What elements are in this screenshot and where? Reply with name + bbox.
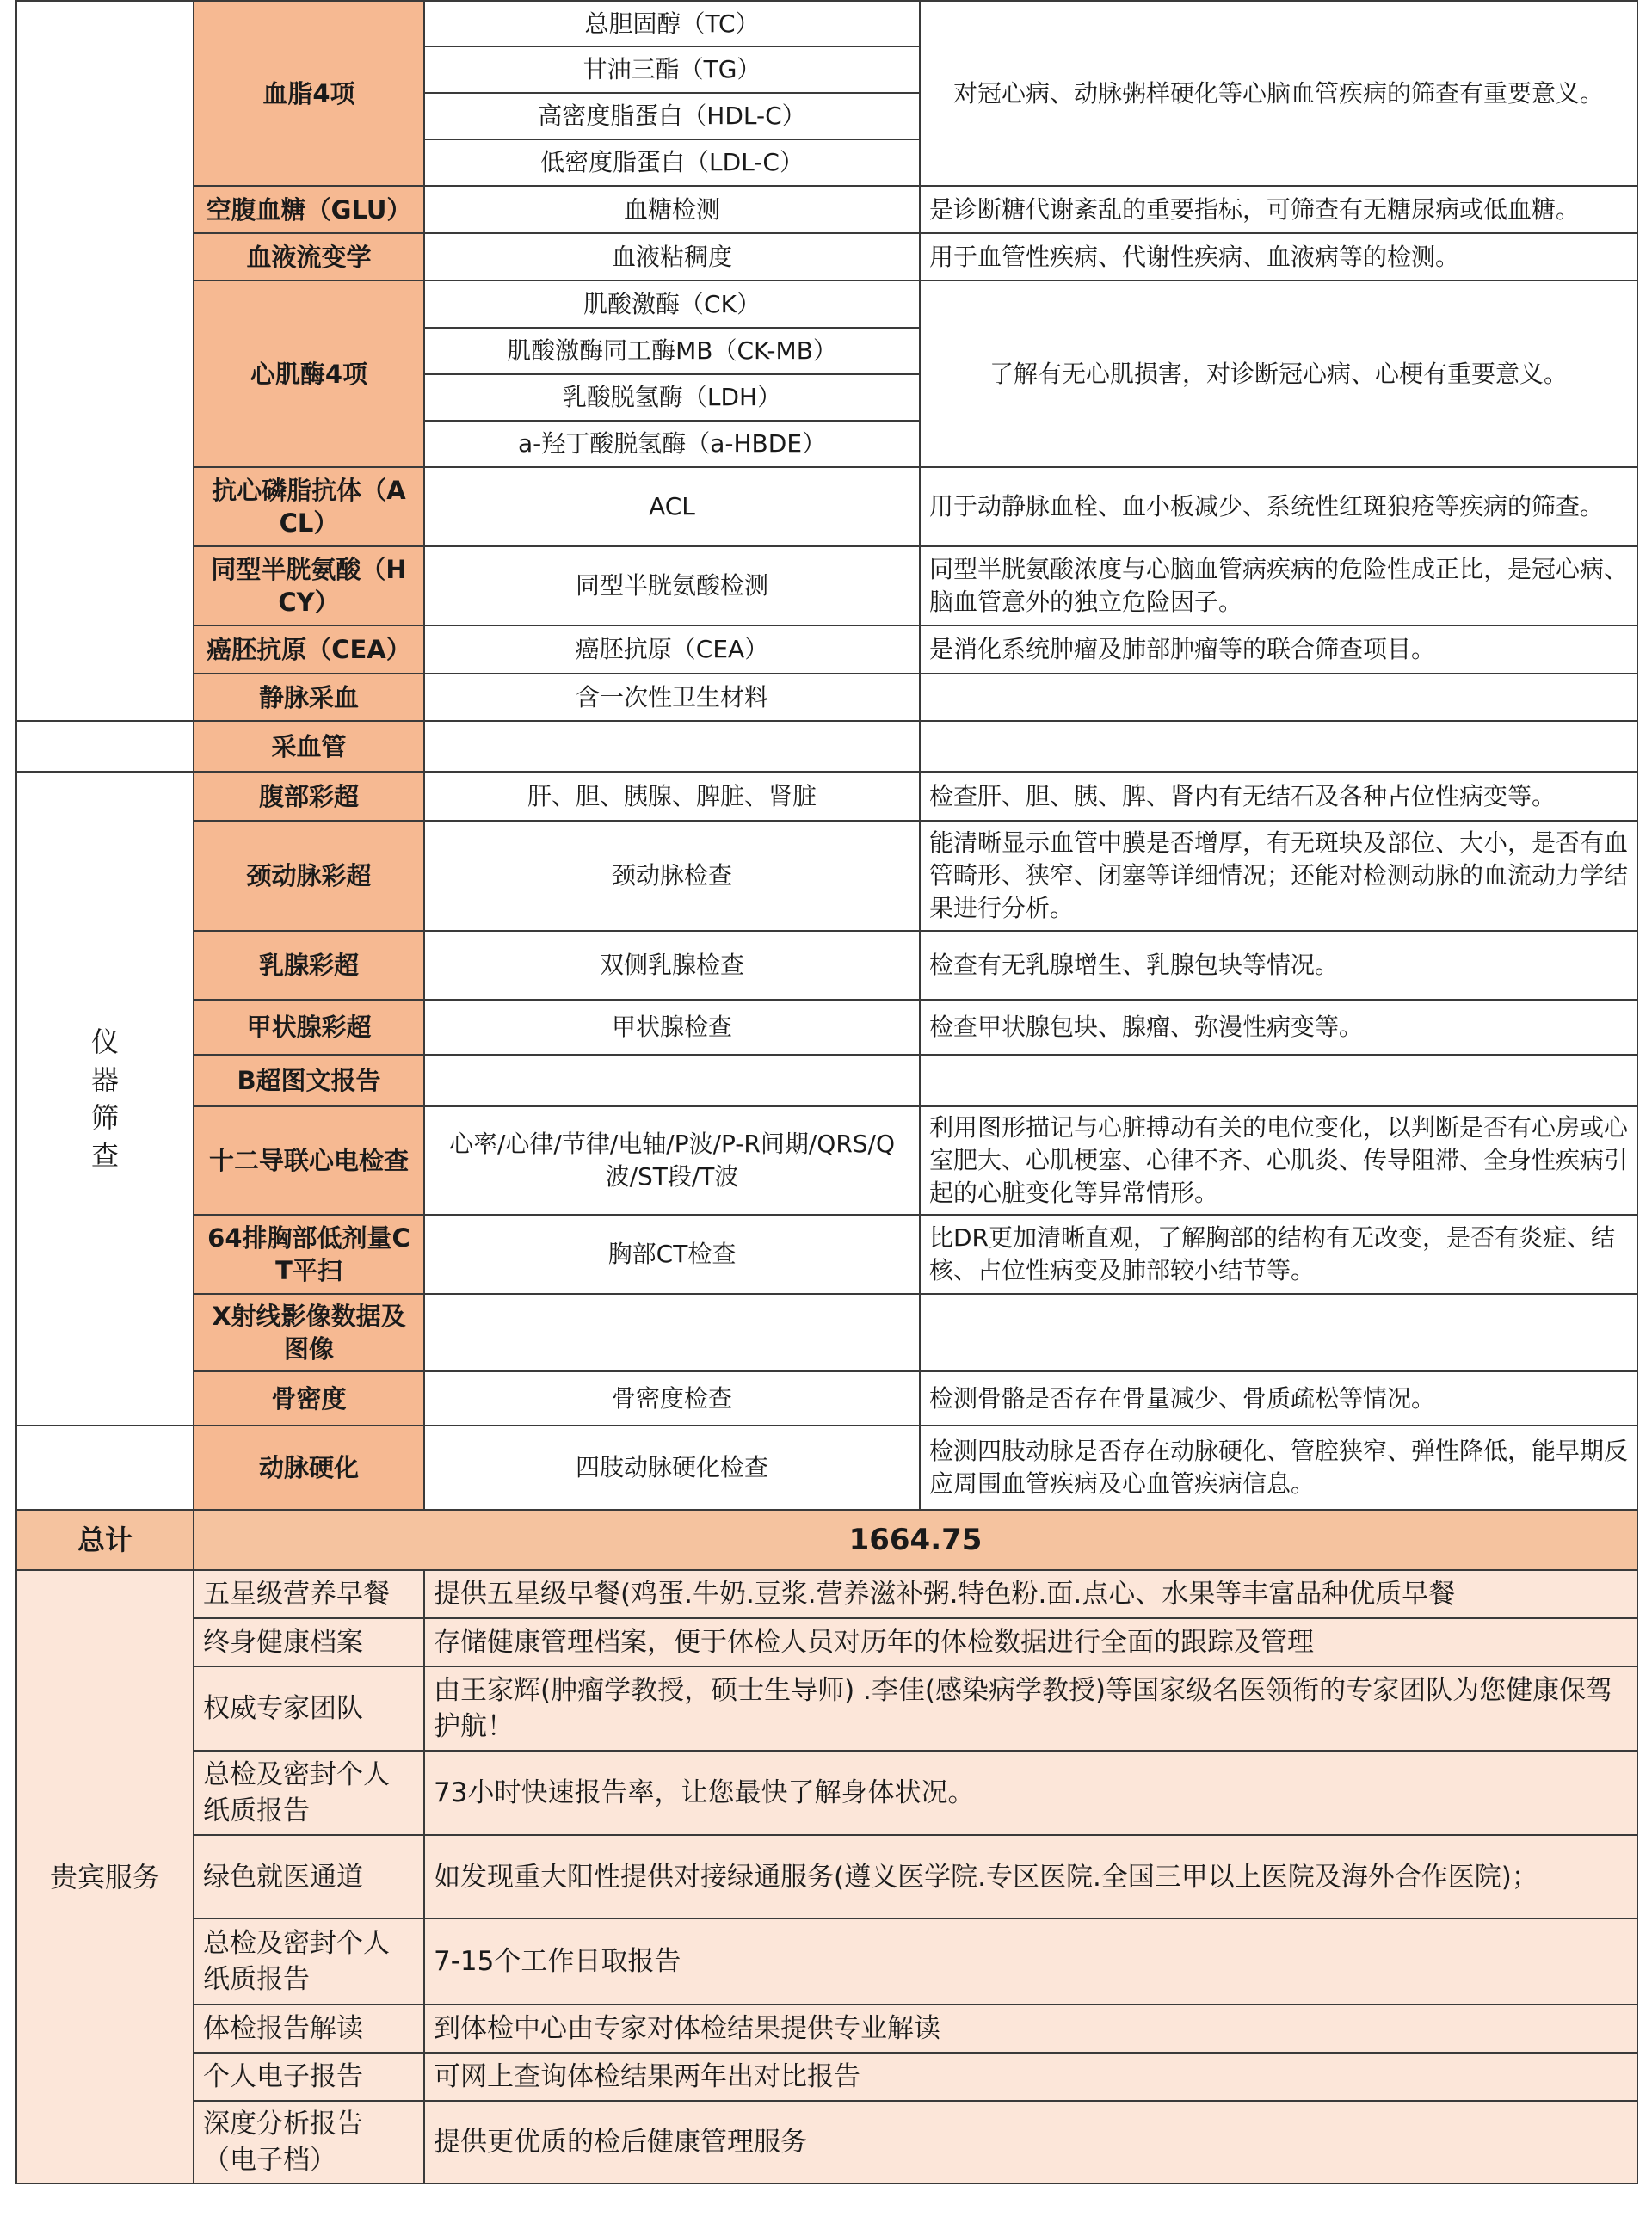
table-row [16,1000,1637,1055]
sub-item: 癌胚抗原（CEA） [424,625,920,674]
sub-item: 双侧乳腺检查 [424,931,920,1000]
item-description: 检查有无乳腺增生、乳腺包块等情况。 [920,931,1637,1000]
service-name: 终身健康档案 [194,1618,424,1666]
table-row [16,1371,1637,1426]
item-description [920,674,1637,721]
item-name: 骨密度 [194,1371,424,1426]
item-cea: 癌胚抗原（CEA） [194,625,424,674]
service-description: 存储健康管理档案，便于体检人员对历年的体检数据进行全面的跟踪及管理 [424,1618,1637,1666]
service-name: 权威专家团队 [194,1666,424,1751]
item-myocardial-enzyme: 心肌酶4项 [194,280,424,467]
item-name: X射线影像数据及图像 [194,1294,424,1371]
sub-item: ACL [424,467,920,546]
table-row [16,2053,1637,2101]
service-name: 总检及密封个人纸质报告 [194,1918,424,2004]
item-acl: 抗心磷脂抗体（ACL） [194,467,424,546]
sub-item: 乳酸脱氢酶（LDH） [424,374,920,421]
table-row [16,772,1637,821]
table-row [16,931,1637,1000]
table-row [16,1294,1637,1371]
sub-item: 颈动脉检查 [424,821,920,931]
item-description: 检查甲状腺包块、腺瘤、弥漫性病变等。 [920,1000,1637,1055]
table-row [16,280,1637,328]
table-row [16,467,1637,546]
sub-item: 甘油三酯（TG） [424,46,920,93]
table-row [16,1835,1637,1918]
service-description: 提供五星级早餐(鸡蛋.牛奶.豆浆.营养滋补粥.特色粉.面.点心、水果等丰富品种优质早餐 [424,1570,1637,1618]
total-value: 1664.75 [194,1510,1637,1570]
table-row [16,821,1637,931]
sub-item [424,1055,920,1106]
table-row [16,721,1637,772]
item-description: 比DR更加清晰直观，了解胸部的结构有无改变，是否有炎症、结核、占位性病变及肺部较小结节等。 [920,1215,1637,1294]
sub-item [424,721,920,772]
item-description [920,721,1637,772]
sub-item: 高密度脂蛋白（HDL-C） [424,93,920,139]
lab-category-cell [16,1,194,721]
table-row [16,233,1637,280]
table-row [16,1918,1637,2004]
item-description: 是消化系统肿瘤及肺部肿瘤等的联合筛查项目。 [920,625,1637,674]
item-description: 能清晰显示血管中膜是否增厚，有无斑块及部位、大小，是否有血管畸形、狭窄、闭塞等详细情况；还能对检测动脉的血流动力学结果进行分析。 [920,821,1637,931]
service-name: 个人电子报告 [194,2053,424,2101]
item-description: 了解有无心肌损害，对诊断冠心病、心梗有重要意义。 [920,280,1637,467]
item-description: 是诊断糖代谢紊乱的重要指标，可筛查有无糖尿病或低血糖。 [920,186,1637,233]
item-description: 同型半胱氨酸浓度与心脑血管病疾病的危险性成正比，是冠心病、脑血管意外的独立危险因子。 [920,546,1637,625]
sub-item: 含一次性卫生材料 [424,674,920,721]
service-description: 可网上查询体检结果两年出对比报告 [424,2053,1637,2101]
sub-item: 心率/心律/节律/电轴/P波/P-R间期/QRS/Q波/ST段/T波 [424,1106,920,1215]
service-description: 提供更优质的检后健康管理服务 [424,2101,1637,2183]
table-row [16,1215,1637,1294]
sub-item: 血液粘稠度 [424,233,920,280]
item-blood-tube: 采血管 [194,721,424,772]
sub-item: 肌酸激酶同工酶MB（CK-MB） [424,328,920,374]
exam-package-sheet [15,0,1637,2184]
sub-item: 总胆固醇（TC） [424,1,920,46]
table-row [16,2101,1637,2183]
item-hcy: 同型半胱氨酸（HCY） [194,546,424,625]
table-row [16,1618,1637,1666]
service-name: 深度分析报告（电子档） [194,2101,424,2183]
item-description: 检测四肢动脉是否存在动脉硬化、管腔狭窄、弹性降低，能早期反应周围血管疾病及心血管疾病信息。 [920,1426,1637,1510]
item-description: 用于血管性疾病、代谢性疾病、血液病等的检测。 [920,233,1637,280]
vip-category-cell: 贵宾服务 [16,1570,194,2183]
item-description: 检查肝、胆、胰、脾、肾内有无结石及各种占位性病变等。 [920,772,1637,821]
sub-item: 肝、胆、胰腺、脾脏、肾脏 [424,772,920,821]
sub-item: 低密度脂蛋白（LDL-C） [424,139,920,186]
item-description: 检测骨骼是否存在骨量减少、骨质疏松等情况。 [920,1371,1637,1426]
item-name: 64排胸部低剂量CT平扫 [194,1215,424,1294]
category-label: 仪器筛查 [90,1025,119,1172]
table-row [16,1,1637,46]
service-name: 绿色就医通道 [194,1835,424,1918]
item-name: 腹部彩超 [194,772,424,821]
table-row [16,1426,1637,1510]
total-row [16,1510,1637,1570]
item-description: 对冠心病、动脉粥样硬化等心脑血管疾病的筛查有重要意义。 [920,1,1637,186]
sub-item: 胸部CT检查 [424,1215,920,1294]
sub-item: 甲状腺检查 [424,1000,920,1055]
sub-item: 肌酸激酶（CK） [424,280,920,328]
item-name: 颈动脉彩超 [194,821,424,931]
item-description [920,1055,1637,1106]
sub-item: 骨密度检查 [424,1371,920,1426]
item-glu: 空腹血糖（GLU） [194,186,424,233]
item-artery-stiffness: 动脉硬化 [194,1426,424,1510]
item-description [920,1294,1637,1371]
sub-item: 四肢动脉硬化检查 [424,1426,920,1510]
service-description: 7-15个工作日取报告 [424,1918,1637,2004]
service-description: 由王家辉(肿瘤学教授，硕士生导师) .李佳(感染病学教授)等国家级名医领衔的专家团队为您健康保驾护航！ [424,1666,1637,1751]
item-rheology: 血液流变学 [194,233,424,280]
table-row [16,1055,1637,1106]
instrument-category-cell [16,772,194,1426]
table-row [16,625,1637,674]
table-row [16,674,1637,721]
item-description: 用于动静脉血栓、血小板减少、系统性红斑狼疮等疾病的筛查。 [920,467,1637,546]
lab-category-cell-end [16,721,194,772]
item-name: 乳腺彩超 [194,931,424,1000]
item-venous-blood: 静脉采血 [194,674,424,721]
table-row [16,546,1637,625]
service-description: 如发现重大阳性提供对接绿通服务(遵义医学院.专区医院.全国三甲以上医院及海外合作医院)； [424,1835,1637,1918]
service-name: 总检及密封个人纸质报告 [194,1751,424,1835]
item-name: B超图文报告 [194,1055,424,1106]
exam-items-table [15,0,1638,2184]
table-row [16,1106,1637,1215]
service-description: 73小时快速报告率，让您最快了解身体状况。 [424,1751,1637,1835]
table-row [16,1751,1637,1835]
service-name: 体检报告解读 [194,2004,424,2053]
item-description: 利用图形描记与心脏搏动有关的电位变化，以判断是否有心房或心室肥大、心肌梗塞、心律不齐、心肌炎、传导阻滞、全身性疾病引起的心脏变化等异常情形。 [920,1106,1637,1215]
service-name: 五星级营养早餐 [194,1570,424,1618]
table-row [16,2004,1637,2053]
total-label: 总计 [16,1510,194,1570]
sub-item: a-羟丁酸脱氢酶（a-HBDE） [424,421,920,467]
artery-category-cell [16,1426,194,1510]
table-row [16,1570,1637,1618]
service-description: 到体检中心由专家对体检结果提供专业解读 [424,2004,1637,2053]
table-row [16,1666,1637,1751]
sub-item [424,1294,920,1371]
item-name: 十二导联心电检查 [194,1106,424,1215]
sub-item: 同型半胱氨酸检测 [424,546,920,625]
item-lipid: 血脂4项 [194,1,424,186]
item-name: 甲状腺彩超 [194,1000,424,1055]
table-row [16,186,1637,233]
sub-item: 血糖检测 [424,186,920,233]
